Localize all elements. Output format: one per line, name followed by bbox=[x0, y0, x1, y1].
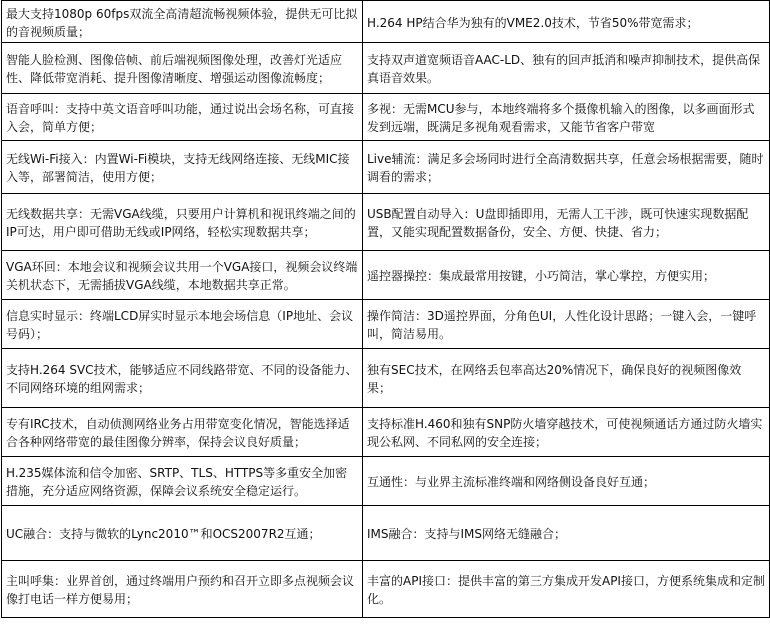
feature-cell-right: 互通性：与业界主流标准终端和网络侧设备良好互通； bbox=[363, 457, 770, 506]
feature-cell-right: 操作简洁：3D遥控界面，分角色UI，人性化设计思路；一键入会，一键呼叫，简洁易用。 bbox=[363, 300, 770, 349]
feature-cell-right: Live辅流：满足多会场同时进行全高清数据共享，任意会场根据需要，随时调看的需求； bbox=[363, 141, 770, 194]
feature-cell-right: 支持标准H.460和独有SNP防火墙穿越技术，可使视频通话方通过防火墙实现公私网、不同私网的安全连接； bbox=[363, 408, 770, 457]
feature-table bbox=[1, 0, 770, 618]
table-row bbox=[2, 506, 770, 561]
feature-cell-left: H.235媒体流和信令加密、SRTP、TLS、HTTPS等多重安全加密措施，充分适应网络资源，保障会议系统安全稳定运行。 bbox=[2, 457, 363, 506]
feature-cell-left: 信息实时显示：终端LCD屏实时显示本地会场信息（IP地址、会议号码）； bbox=[2, 300, 363, 349]
table-row bbox=[2, 408, 770, 457]
feature-cell-right: 丰富的API接口：提供丰富的第三方集成开发API接口，方便系统集成和定制化。 bbox=[363, 561, 770, 618]
feature-cell-left: VGA环回：本地会议和视频会议共用一个VGA接口，视频会议终端关机状态下，无需插拔VGA线缆，本地数据共享正常。 bbox=[2, 251, 363, 300]
feature-table-body bbox=[2, 1, 770, 618]
table-row bbox=[2, 94, 770, 141]
feature-cell-left: 最大支持1080p 60fps双流全高清超流畅视频体验，提供无可比拟的音视频质量； bbox=[2, 1, 363, 43]
table-row bbox=[2, 561, 770, 618]
table-row bbox=[2, 349, 770, 408]
table-row bbox=[2, 1, 770, 43]
table-row bbox=[2, 43, 770, 94]
feature-cell-left: 无线Wi-Fi接入：内置Wi-Fi模块，支持无线网络连接、无线MIC接入等，部署简洁，使用方便； bbox=[2, 141, 363, 194]
feature-cell-left: 无线数据共享：无需VGA线缆，只要用户计算机和视讯终端之间的IP可达，用户即可借助无线或IP网络，轻松实现数据共享； bbox=[2, 194, 363, 251]
feature-cell-left: 智能人脸检测、图像倍帧、前后端视频图像处理，改善灯光适应性、降低带宽消耗、提升图像清晰度、增强运动图像流畅度； bbox=[2, 43, 363, 94]
feature-cell-right: 多视：无需MCU参与，本地终端将多个摄像机输入的图像，以多画面形式发到远端，既满足多视角观看需求，又能节省客户带宽 bbox=[363, 94, 770, 141]
table-row bbox=[2, 194, 770, 251]
table-row bbox=[2, 457, 770, 506]
feature-cell-right: 独有SEC技术，在网络丢包率高达20%情况下，确保良好的视频图像效果； bbox=[363, 349, 770, 408]
feature-cell-right: 支持双声道宽频语音AAC-LD、独有的回声抵消和噪声抑制技术，提供高保真语音效果。 bbox=[363, 43, 770, 94]
table-row bbox=[2, 141, 770, 194]
table-row bbox=[2, 251, 770, 300]
feature-cell-left: 专有IRC技术，自动侦测网络业务占用带宽变化情况，智能选择适合各种网络带宽的最佳图像分辨率，保持会议良好质量； bbox=[2, 408, 363, 457]
feature-cell-right: USB配置自动导入：U盘即插即用，无需人工干涉，既可快速实现数据配置，又能实现配置数据备份，安全、方便、快捷、省力； bbox=[363, 194, 770, 251]
feature-cell-left: UC融合：支持与微软的Lync2010™和OCS2007R2互通； bbox=[2, 506, 363, 561]
feature-cell-right: 遥控器操控：集成最常用按键，小巧简洁，掌心掌控，方便实用； bbox=[363, 251, 770, 300]
table-row bbox=[2, 300, 770, 349]
feature-cell-left: 主叫呼集：业界首创，通过终端用户预约和召开立即多点视频会议像打电话一样方便易用； bbox=[2, 561, 363, 618]
feature-cell-left: 支持H.264 SVC技术，能够适应不同线路带宽、不同的设备能力、不同网络环境的组网需求； bbox=[2, 349, 363, 408]
feature-cell-right: H.264 HP结合华为独有的VME2.0技术，节省50%带宽需求； bbox=[363, 1, 770, 43]
feature-cell-right: IMS融合：支持与IMS网络无缝融合； bbox=[363, 506, 770, 561]
feature-cell-left: 语音呼叫：支持中英文语音呼叫功能，通过说出会场名称，可直接入会，简单方便； bbox=[2, 94, 363, 141]
